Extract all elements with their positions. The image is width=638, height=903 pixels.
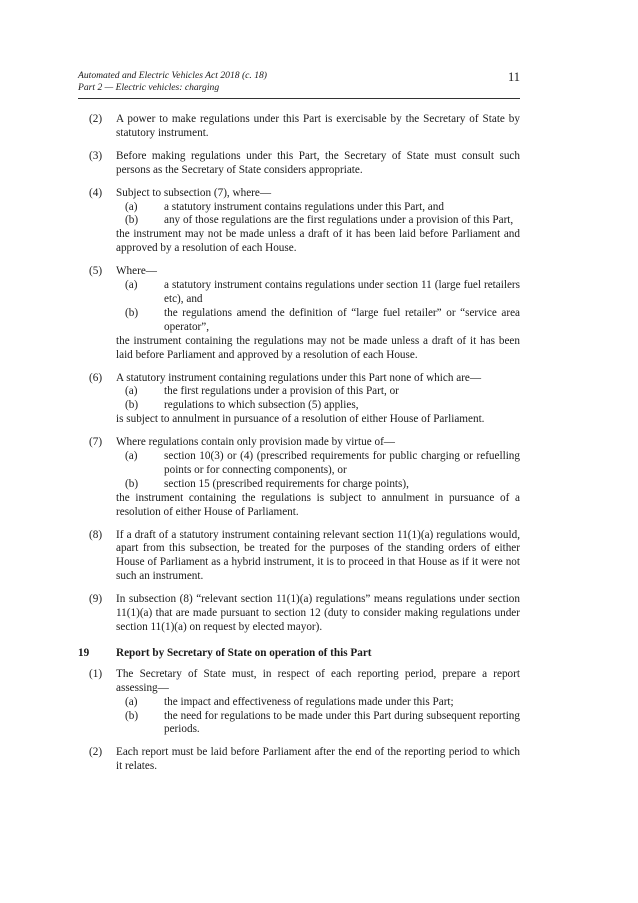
subsection-number: (9) xyxy=(89,593,103,606)
paragraph-item xyxy=(78,307,520,335)
paragraph-letter: (b) xyxy=(125,399,139,412)
subsection xyxy=(78,187,520,257)
subsection-continuation: the instrument containing the regulations is subject to annulment in pursuance of a resolution of either House of Parliament. xyxy=(116,491,520,518)
paragraph-text: section 15 (prescribed requirements for charge points), xyxy=(164,477,409,490)
paragraph-item xyxy=(78,279,520,307)
paragraph-text: any of those regulations are the first regulations under a provision of this Part, xyxy=(164,214,514,227)
paragraph-text: section 10(3) or (4) (prescribed requirements for public charging or refuelling points or for connecting components), or xyxy=(164,450,520,476)
subsection-number: (7) xyxy=(89,436,103,449)
section-heading xyxy=(78,647,520,661)
paragraph-letter: (b) xyxy=(125,709,139,722)
paragraph-item xyxy=(78,399,520,413)
paragraph-text: regulations to which subsection (5) applies, xyxy=(164,399,359,412)
subsection-number: (5) xyxy=(89,265,103,278)
paragraph-text: the need for regulations to be made under this Part during subsequent reporting periods. xyxy=(164,709,520,736)
subsection-continuation: is subject to annulment in pursuance of a resolution of either House of Parliament. xyxy=(116,413,485,426)
subsection xyxy=(78,529,520,585)
subsection xyxy=(78,668,520,738)
paragraph-text: the first regulations under a provision of this Part, or xyxy=(164,385,399,398)
subsection-text: Subject to subsection (7), where— xyxy=(116,186,272,199)
subsection xyxy=(78,436,520,519)
subsection-number: (3) xyxy=(89,149,103,162)
subsection-text: A power to make regulations under this Part is exercisable by the Secretary of State by statutory instrument. xyxy=(116,113,520,139)
paragraph-letter: (b) xyxy=(125,477,139,490)
subsection-continuation: the instrument containing the regulations may not be made unless a draft of it has been laid before Parliament and approved by a resolution of each House. xyxy=(116,334,520,361)
paragraph-text: a statutory instrument contains regulations under this Part, and xyxy=(164,200,444,213)
paragraph-letter: (a) xyxy=(125,385,138,398)
subsection-text: The Secretary of State must, in respect of each reporting period, prepare a report assessing— xyxy=(116,667,520,694)
subsection-number: (2) xyxy=(89,113,103,125)
subsection-text: A statutory instrument containing regulations under this Part none of which are— xyxy=(116,371,482,384)
paragraph-item xyxy=(78,710,520,738)
paragraph-letter: (a) xyxy=(125,279,138,292)
section-subsection-list xyxy=(78,668,520,774)
body-text xyxy=(78,113,520,783)
subsection-text: Each report must be laid before Parliament after the end of the reporting period to which it relates. xyxy=(116,746,520,773)
paragraph-item xyxy=(78,696,520,710)
paragraph-item xyxy=(78,214,520,228)
paragraph-item xyxy=(78,385,520,399)
subsection-number: (2) xyxy=(89,746,103,759)
part-title: Part 2 — Electric vehicles: charging xyxy=(78,82,220,93)
subsection-continuation: the instrument may not be made unless a draft of it has been laid before Parliament and approved by a resolution of each House. xyxy=(116,228,520,255)
subsection-text: In subsection (8) “relevant section 11(1)(a) regulations” means regulations under section 11(1)(a) that are made pursuant to section 12 (duty to consider making regulations under section 11(1)(a) on request by elected mayor). xyxy=(116,593,520,633)
subsection xyxy=(78,113,520,141)
paragraph-item xyxy=(78,478,520,492)
page-number: 11 xyxy=(507,70,520,84)
subsection-number: (8) xyxy=(89,528,103,541)
paragraph-letter: (b) xyxy=(125,306,139,319)
subsection xyxy=(78,265,520,362)
paragraph-letter: (a) xyxy=(125,695,138,708)
subsection-number: (6) xyxy=(89,371,103,384)
subsection xyxy=(78,593,520,635)
subsection-text: Where— xyxy=(116,265,157,278)
header-rule xyxy=(78,98,520,99)
subsection-number: (1) xyxy=(89,667,103,680)
subsection-number: (4) xyxy=(89,186,103,199)
paragraph-text: a statutory instrument contains regulations under section 11 (large fuel retailers etc), and xyxy=(164,279,520,305)
section-number: 19 xyxy=(78,646,90,659)
subsection-text: Where regulations contain only provision made by virtue of— xyxy=(116,436,395,449)
subsection xyxy=(78,746,520,774)
subsection xyxy=(78,150,520,178)
paragraph-item xyxy=(78,450,520,478)
subsection-text: If a draft of a statutory instrument containing relevant section 11(1)(a) regulations would, apart from this subsection, be treated for the purposes of the standing orders of either House of Parliament as a hybrid instrument, it is to proceed in that House as if it were not such an instrument. xyxy=(116,528,520,583)
paragraph-letter: (a) xyxy=(125,200,138,213)
paragraph-text: the regulations amend the definition of “large fuel retailer” or “service area operator”, xyxy=(164,306,520,333)
section-title: Report by Secretary of State on operation of this Part xyxy=(116,646,372,659)
subsection xyxy=(78,372,520,428)
paragraph-letter: (b) xyxy=(125,214,139,227)
paragraph-item xyxy=(78,201,520,215)
running-header xyxy=(78,70,520,94)
act-title: Automated and Electric Vehicles Act 2018 (c. 18) xyxy=(78,70,267,81)
paragraph-text: the impact and effectiveness of regulations made under this Part; xyxy=(164,695,454,708)
subsection-text: Before making regulations under this Part, the Secretary of State must consult such persons as the Secretary of State considers appropriate. xyxy=(116,149,520,176)
subsection-list xyxy=(78,113,520,635)
paragraph-letter: (a) xyxy=(125,450,138,463)
